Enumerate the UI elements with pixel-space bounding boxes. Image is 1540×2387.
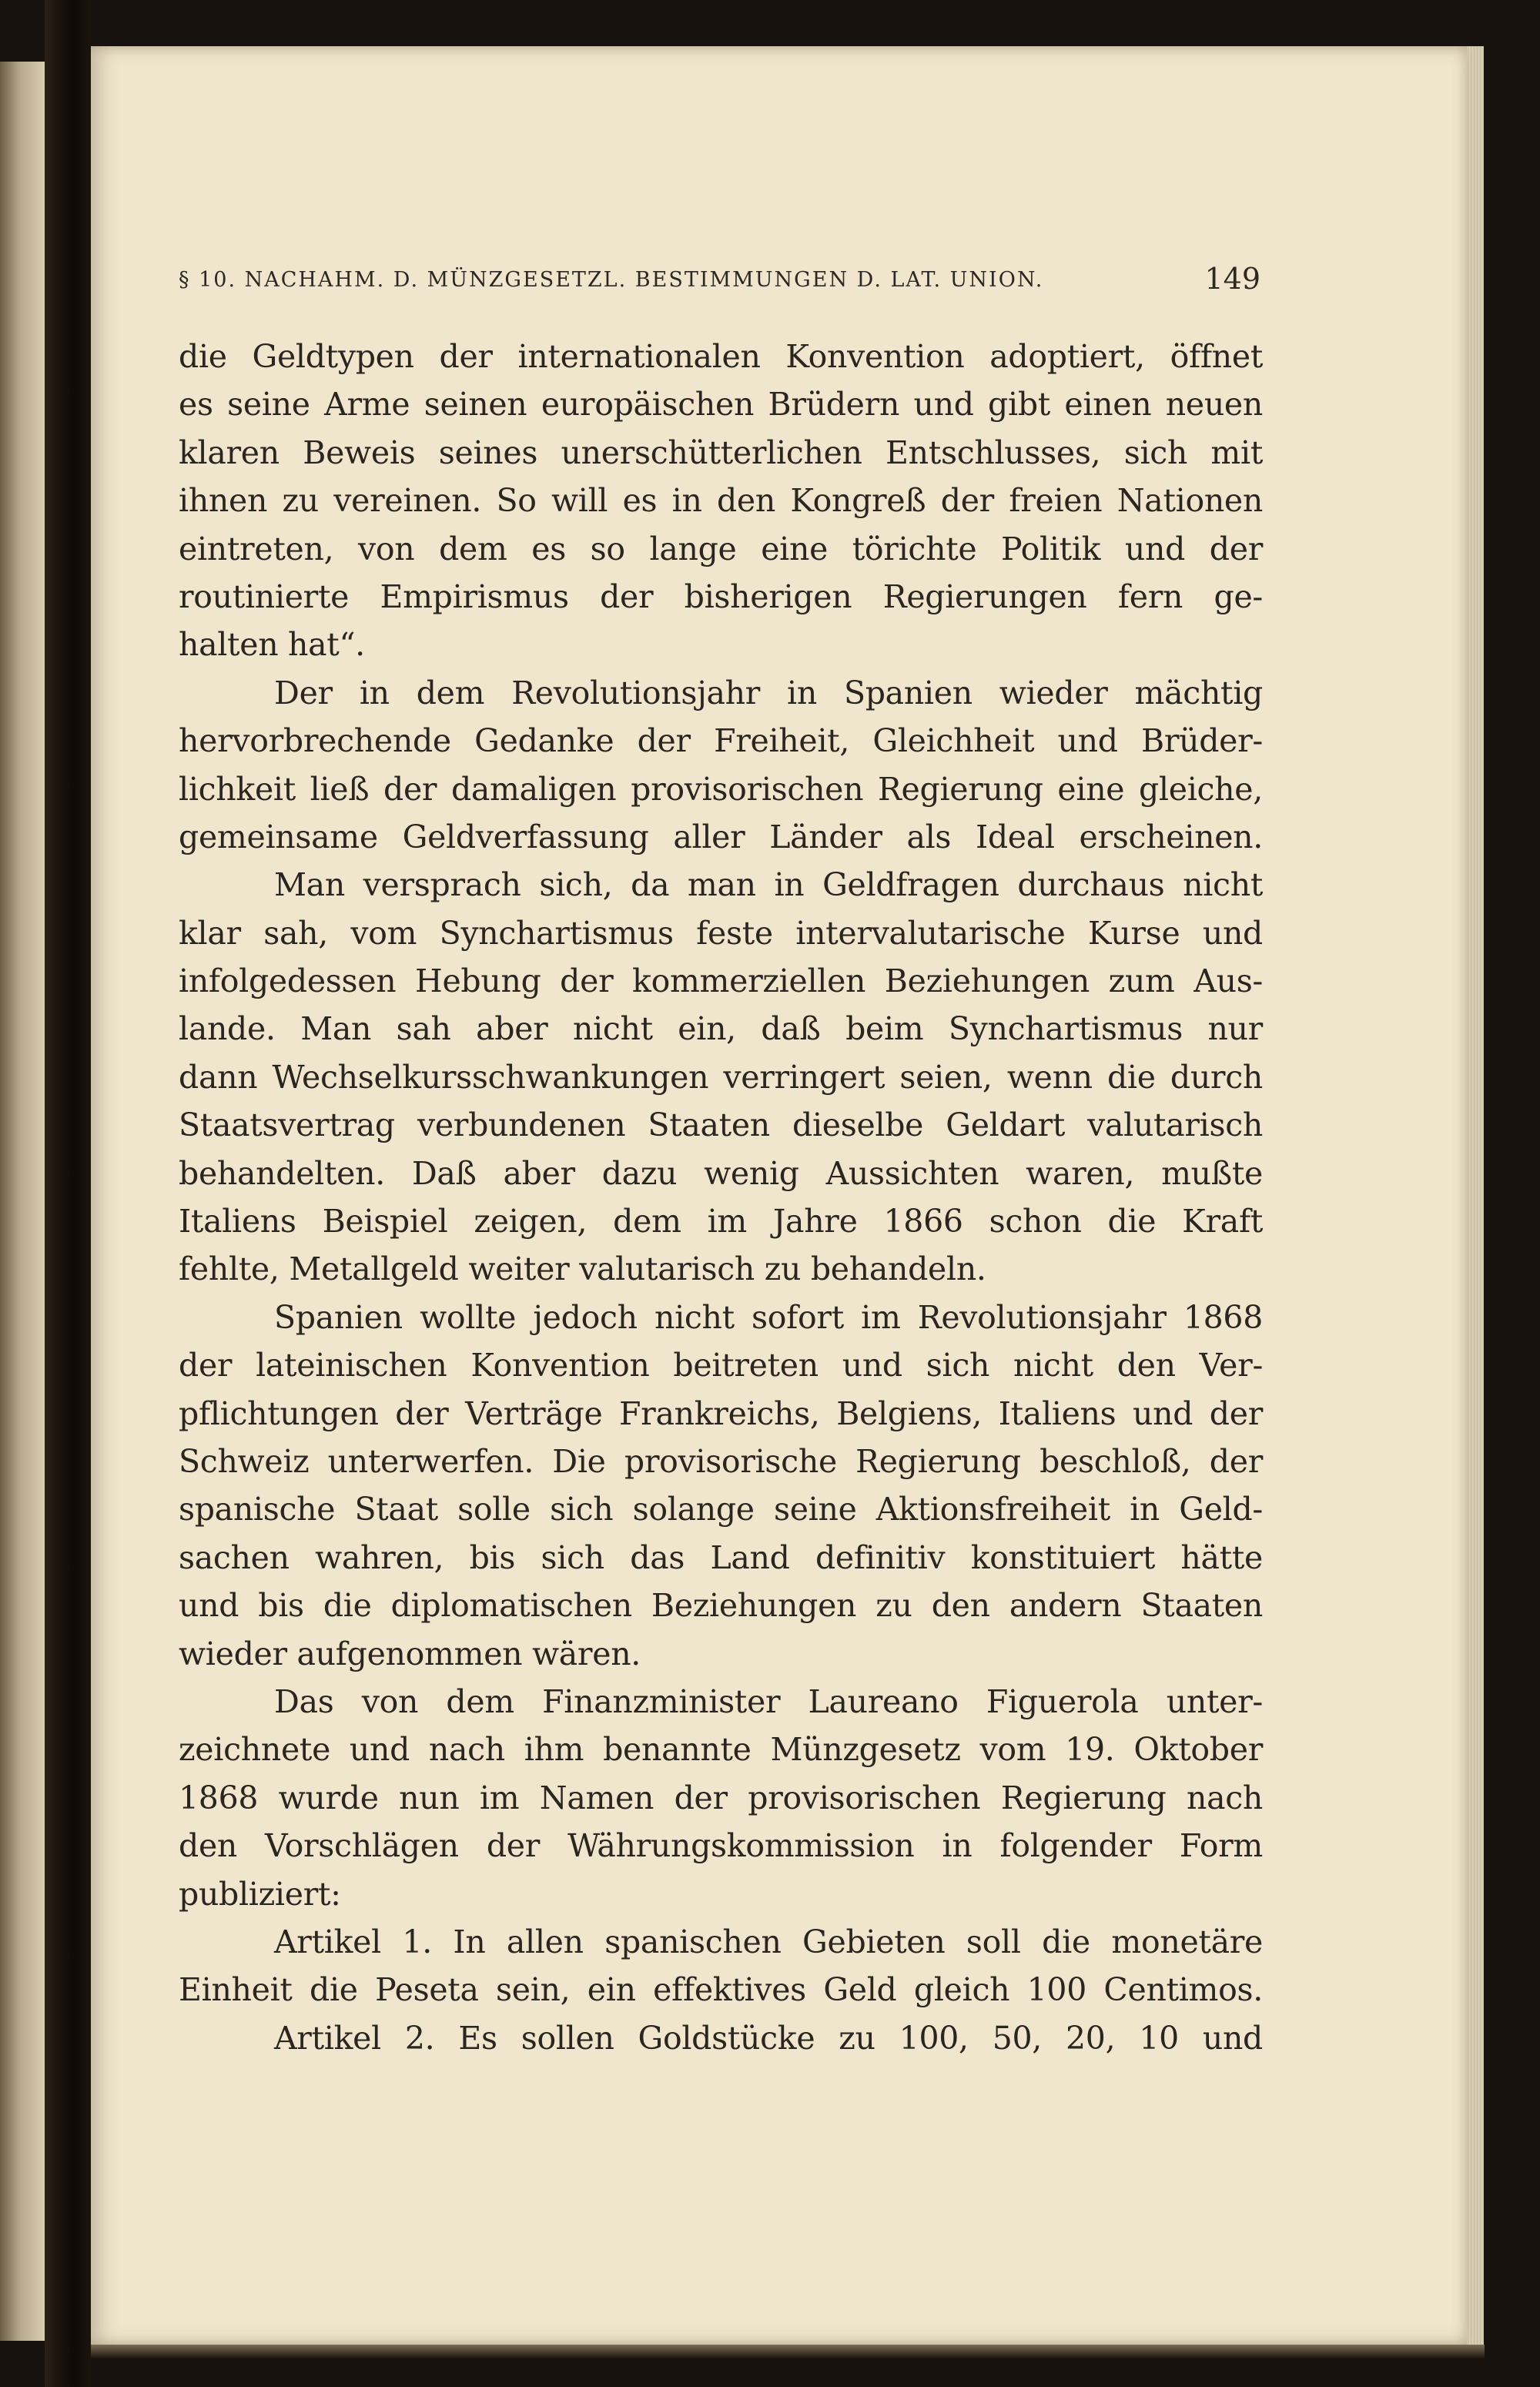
text-line: Artikel 2. Es sollen Goldstücke zu 100, 50, 20, 10 und (274, 2019, 1263, 2057)
left-page-edge (0, 62, 45, 2341)
text-line: lichkeit ließ der damaligen provisorischen Regierung eine gleiche, (179, 770, 1263, 808)
page-bottom-shadow (91, 2345, 1485, 2359)
text-line: 1868 wurde nun im Namen der provisorischen Regierung nach (179, 1779, 1263, 1816)
text-line: lande. Man sah aber nicht ein, daß beim Synchartismus nur (179, 1010, 1263, 1048)
text-line: und bis die diplomatischen Beziehungen zu den andern Staaten (179, 1587, 1263, 1625)
text-line: die Geldtypen der internationalen Konvention adoptiert, öffnet (179, 338, 1263, 375)
text-line: behandelten. Daß aber dazu wenig Aussichten waren, mußte (179, 1154, 1263, 1192)
text-line: klaren Beweis seines unerschütterlichen Entschlusses, sich mit (179, 434, 1263, 471)
book-gutter (45, 0, 91, 2387)
text-line: publiziert: (179, 1875, 341, 1913)
text-line: Artikel 1. In allen spanischen Gebieten soll die monetäre (274, 1923, 1263, 1960)
text-line: spanische Staat solle sich solange seine Aktionsfreiheit in Geld- (179, 1491, 1263, 1528)
running-head-title: § 10. NACHAHM. D. MÜNZGESETZL. BESTIMMUNGEN D. LAT. UNION. (179, 268, 1044, 292)
text-line: pflichtungen der Verträge Frankreichs, Belgiens, Italiens und der (179, 1394, 1263, 1432)
text-line: routinierte Empirismus der bisherigen Regierungen fern ge- (179, 578, 1263, 615)
text-line: Man versprach sich, da man in Geldfragen durchaus nicht (274, 866, 1263, 904)
text-line: infolgedessen Hebung der kommerziellen Beziehungen zum Aus- (179, 962, 1263, 1000)
running-head (179, 262, 1260, 300)
text-line: Spanien wollte jedoch nicht sofort im Revolutionsjahr 1868 (274, 1298, 1263, 1336)
text-line: sachen wahren, bis sich das Land definitiv konstituiert hätte (179, 1538, 1263, 1576)
text-line: Einheit die Peseta sein, ein effektives Geld gleich 100 Centimos. (179, 1971, 1263, 2009)
text-line: dann Wechselkursschwankungen verringert seien, wenn die durch (179, 1058, 1263, 1096)
body-text (179, 333, 1263, 2062)
text-line: der lateinischen Konvention beitreten und sich nicht den Ver- (179, 1347, 1263, 1384)
text-line: gemeinsame Geldverfassung aller Länder als Ideal erscheinen. (179, 818, 1263, 855)
text-line: klar sah, vom Synchartismus feste intervalutarische Kurse und (179, 914, 1263, 952)
text-line: hervorbrechende Gedanke der Freiheit, Gleichheit und Brüder- (179, 722, 1263, 760)
text-line: Der in dem Revolutionsjahr in Spanien wieder mächtig (274, 674, 1263, 711)
text-line: wieder aufgenommen wären. (179, 1635, 641, 1672)
text-line: fehlte, Metallgeld weiter valutarisch zu behandeln. (179, 1250, 986, 1288)
text-line: Das von dem Finanzminister Laureano Figuerola unter- (274, 1682, 1263, 1720)
text-line: Staatsvertrag verbundenen Staaten dieselbe Geldart valutarisch (179, 1106, 1263, 1144)
text-line: zeichnete und nach ihm benannte Münzgesetz vom 19. Oktober (179, 1731, 1263, 1769)
page-stack-edge (1467, 46, 1484, 2345)
text-line: ihnen zu vereinen. So will es in den Kongreß der freien Nationen (179, 482, 1263, 520)
text-line: eintreten, von dem es so lange eine törichte Politik und der (179, 530, 1263, 567)
text-line: den Vorschlägen der Währungskommission in folgender Form (179, 1827, 1263, 1865)
text-line: es seine Arme seinen europäischen Brüdern und gibt einen neuen (179, 386, 1263, 424)
text-line: Schweiz unterwerfen. Die provisorische Regierung beschloß, der (179, 1442, 1263, 1480)
text-line: Italiens Beispiel zeigen, dem im Jahre 1866 schon die Kraft (179, 1203, 1263, 1240)
page-number: 149 (1204, 262, 1260, 296)
text-line: halten hat“. (179, 626, 365, 664)
